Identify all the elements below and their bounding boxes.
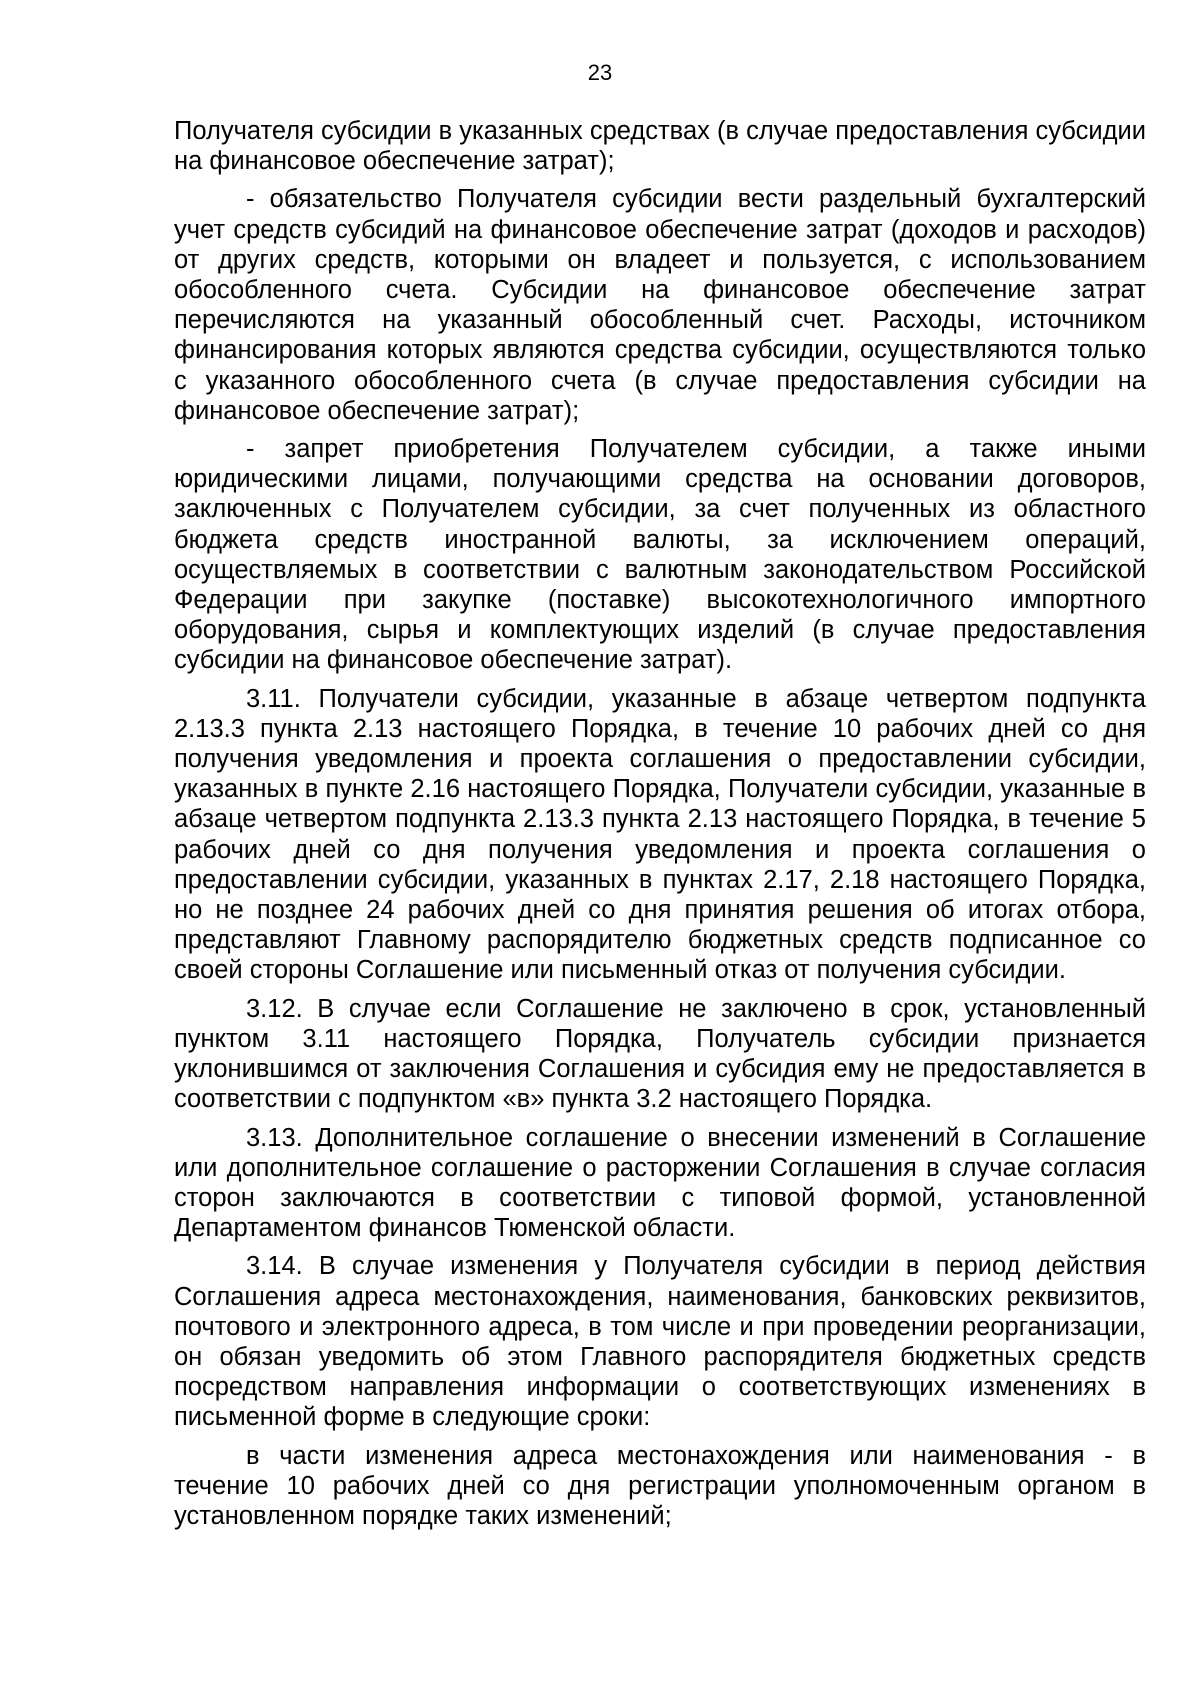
paragraph-3-12: 3.12. В случае если Соглашение не заключено в срок, установленный пунктом 3.11 настоящего Порядка, Получатель субсидии признается уклонившимся от заключения Соглашения и субсидия ему не предоставляется в соответствии с подпунктом «в» пункта 3.2 настоящего Порядка. xyxy=(174,994,1146,1114)
paragraph-3-14: 3.14. В случае изменения у Получателя субсидии в период действия Соглашения адреса местонахождения, наименования, банковских реквизитов, почтового и электронного адреса, в том числе и при проведении реорганизации, он обязан уведомить об этом Главного распорядителя бюджетных средств посредством направления информации о соответствующих изменениях в письменной форме в следующие сроки: xyxy=(174,1252,1146,1432)
paragraph-address-change-deadline: в части изменения адреса местонахождения или наименования - в течение 10 рабочих дней со дня регистрации уполномоченным органом в установленном порядке таких изменений; xyxy=(174,1441,1146,1530)
page-number: 23 xyxy=(587,60,613,85)
paragraph-3-13: 3.13. Дополнительное соглашение о внесении изменений в Соглашение или дополнительное соглашение о расторжении Соглашения в случае согласия сторон заключаются в соответствии с типовой формой, установленной Департаментом финансов Тюменской области. xyxy=(174,1123,1146,1243)
paragraph-continuation: Получателя субсидии в указанных средствах (в случае предоставления субсидии на финансовое обеспечение затрат); xyxy=(174,117,1146,176)
paragraph-foreign-currency-ban: - запрет приобретения Получателем субсидии, а также иными юридическими лицами, получающими средства на основании договоров, заключенных с Получателем субсидии, за счет полученных из областного бюджета средств иностранной валюты, за исключением операций, осуществляемых в соответствии с валютным законодательством Российской Федерации при закупке (поставке) высокотехнологичного импортного оборудования, сырья и комплектующих изделий (в случае предоставления субсидии на финансовое обеспечение затрат). xyxy=(174,435,1146,675)
document-body xyxy=(174,116,1146,1539)
paragraph-3-11: 3.11. Получатели субсидии, указанные в абзаце четвертом подпункта 2.13.3 пункта 2.13 настоящего Порядка, в течение 10 рабочих дней со дня получения уведомления и проекта соглашения о предоставлении субсидии, указанных в пункте 2.16 настоящего Порядка, Получатели субсидии, указанные в абзаце четвертом подпункта 2.13.3 пункта 2.13 настоящего Порядка, в течение 5 рабочих дней со дня получения уведомления и проекта соглашения о предоставлении субсидии, указанных в пунктах 2.17, 2.18 настоящего Порядка, но не позднее 24 рабочих дней со дня принятия решения об итогах отбора, представляют Главному распорядителю бюджетных средств подписанное со своей стороны Соглашение или письменный отказ от получения субсидии. xyxy=(174,684,1146,985)
paragraph-separate-accounting-obligation: - обязательство Получателя субсидии вести раздельный бухгалтерский учет средств субсидий на финансовое обеспечение затрат (доходов и расходов) от других средств, которыми он владеет и пользуется, с использованием обособленного счета. Субсидии на финансовое обеспечение затрат перечисляются на указанный обособленный счет. Расходы, источником финансирования которых являются средства субсидии, осуществляются только с указанного обособленного счета (в случае предоставления субсидии на финансовое обеспечение затрат); xyxy=(174,185,1146,425)
